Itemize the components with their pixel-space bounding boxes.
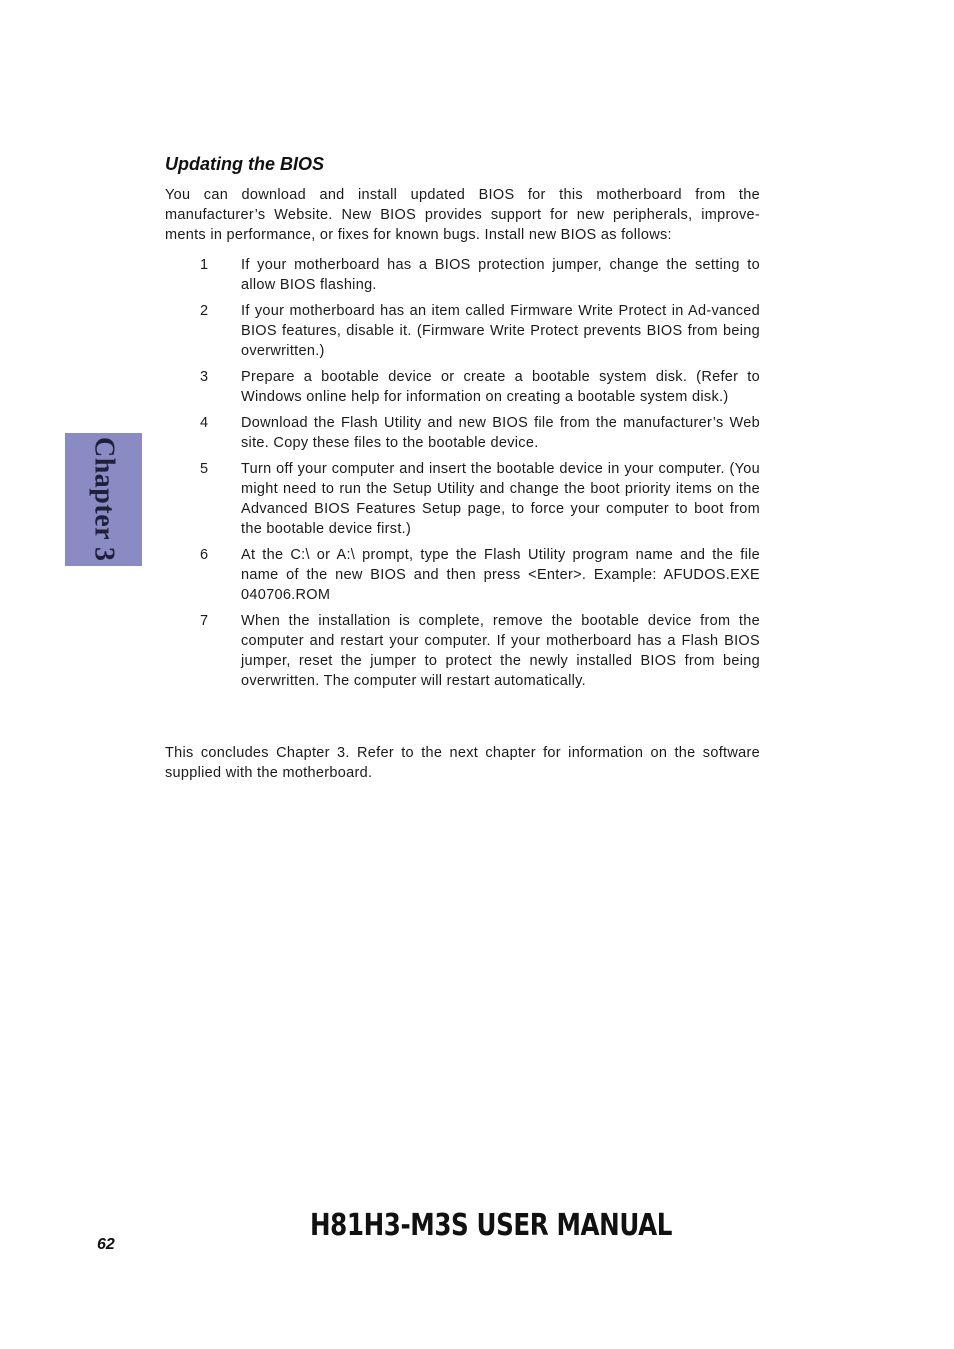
- step-text: If your motherboard has an item called Firmware Write Protect in Ad-vanced BIOS features, disable it. (Firmware Write Protect prevents BIOS from being overwritten.): [241, 303, 760, 359]
- manual-title: H81H3-M3S USER MANUAL: [310, 1208, 673, 1243]
- step-text: Turn off your computer and insert the bootable device in your computer. (You might need to run the Setup Utility and change the boot priority items on the Advanced BIOS Features Setup page, to force your computer to boot from the bootable device first.): [241, 461, 760, 537]
- page-number: 62: [97, 1236, 115, 1253]
- step-text: Prepare a bootable device or create a bootable system disk. (Refer to Windows online help for information on creating a bootable system disk.): [241, 369, 760, 405]
- step-number: 5: [200, 461, 209, 477]
- step-number: 3: [200, 369, 209, 385]
- conclusion-paragraph: This concludes Chapter 3. Refer to the next chapter for information on the software supplied with the motherboard.: [165, 745, 760, 781]
- step-text: If your motherboard has a BIOS protection jumper, change the setting to allow BIOS flashing.: [241, 257, 760, 293]
- step-number: 6: [200, 547, 209, 563]
- step-item: [165, 367, 760, 407]
- chapter-tab: [65, 433, 142, 566]
- step-number: 2: [200, 303, 209, 319]
- step-item: [165, 545, 760, 605]
- step-number: 1: [200, 257, 209, 273]
- steps-list: [165, 255, 760, 697]
- step-text: When the installation is complete, remove the bootable device from the computer and restart your computer. If your motherboard has a Flash BIOS jumper, reset the jumper to protect the newly installed BIOS from being overwritten. The computer will restart automatically.: [241, 613, 760, 689]
- step-item: [165, 301, 760, 361]
- step-number: 4: [200, 415, 209, 431]
- step-item: [165, 413, 760, 453]
- step-item: [165, 459, 760, 539]
- section-title: Updating the BIOS: [165, 154, 324, 174]
- step-number: 7: [200, 613, 209, 629]
- chapter-tab-label: Chapter 3: [88, 437, 120, 562]
- step-text: Download the Flash Utility and new BIOS file from the manufacturer’s Web site. Copy these files to the bootable device.: [241, 415, 760, 451]
- step-text: At the C:\ or A:\ prompt, type the Flash Utility program name and the file name of the new BIOS and then press <Enter>. Example: AFUDOS.EXE 040706.ROM: [241, 547, 760, 603]
- intro-paragraph: You can download and install updated BIOS for this motherboard from the manufacturer’s Website. New BIOS provides support for new peripherals, improve-ments in performance, or fixes for known bugs. Install new BIOS as follows:: [165, 187, 760, 243]
- step-item: [165, 611, 760, 691]
- step-item: [165, 255, 760, 295]
